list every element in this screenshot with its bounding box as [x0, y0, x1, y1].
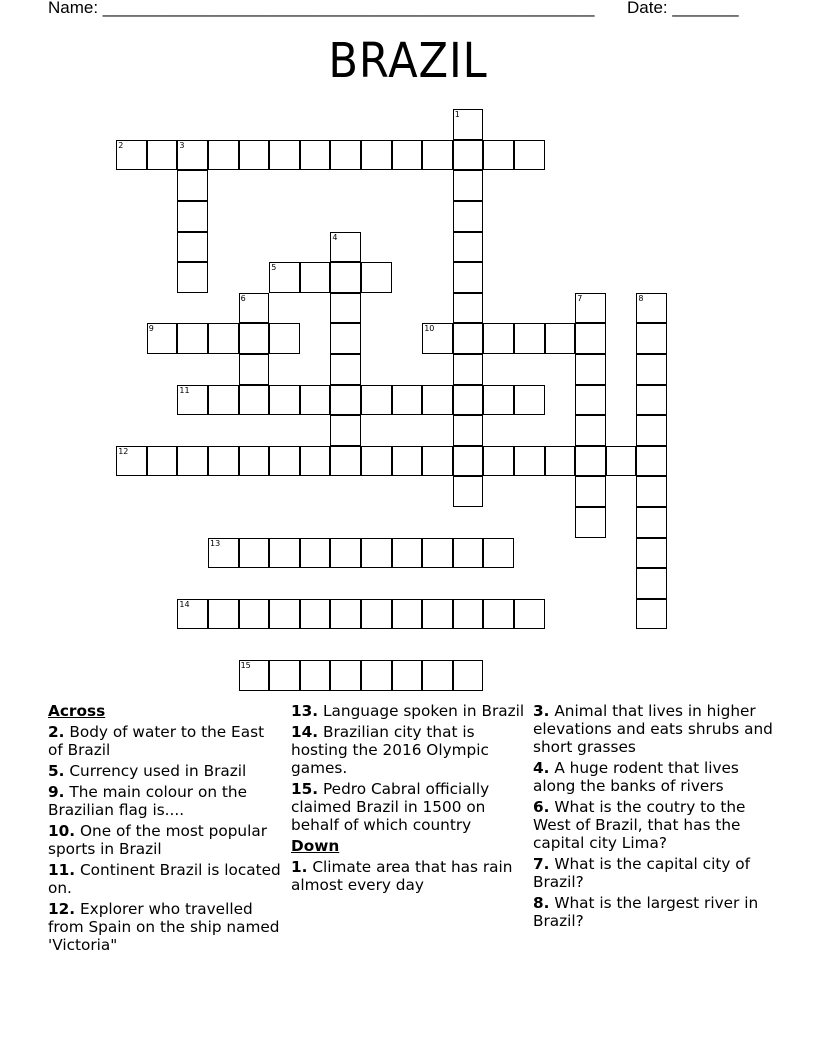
- grid-cell[interactable]: [483, 140, 514, 171]
- cell-number: 3: [179, 140, 185, 150]
- grid-cell[interactable]: [330, 354, 361, 385]
- grid-cell[interactable]: [330, 385, 361, 416]
- grid-cell[interactable]: [116, 140, 147, 171]
- grid-cell[interactable]: [116, 446, 147, 477]
- grid-cell[interactable]: [269, 446, 300, 477]
- grid-cell[interactable]: [239, 140, 270, 171]
- grid-cell[interactable]: [606, 446, 637, 477]
- grid-cell[interactable]: [453, 140, 484, 171]
- grid-cell[interactable]: [453, 293, 484, 324]
- clue-text: Pedro Cabral officially claimed Brazil in 1500 on behalf of which country: [291, 780, 490, 834]
- date-field-label[interactable]: Date: _______: [627, 0, 739, 17]
- cell-number: 9: [148, 324, 154, 334]
- grid-cell[interactable]: [636, 568, 667, 599]
- grid-cell[interactable]: [392, 140, 423, 171]
- clue-across-9: [48, 783, 283, 819]
- cell-number: 2: [118, 140, 124, 150]
- grid-cell[interactable]: [545, 323, 576, 354]
- grid-cell[interactable]: [545, 446, 576, 477]
- cell-number: 15: [240, 661, 251, 670]
- grid-cell[interactable]: [575, 354, 606, 385]
- grid-cell[interactable]: [330, 599, 361, 630]
- clue-down-6: [533, 798, 773, 852]
- grid-cell[interactable]: [636, 323, 667, 354]
- grid-cell[interactable]: [514, 323, 545, 354]
- grid-cell[interactable]: [239, 538, 270, 569]
- clue-across-13: [291, 702, 526, 720]
- grid-cell[interactable]: [269, 538, 300, 569]
- grid-cell[interactable]: [453, 232, 484, 263]
- clues-column-1: [48, 702, 283, 957]
- cell-number: 14: [179, 599, 190, 609]
- clue-number: 14.: [291, 723, 319, 741]
- grid-cell[interactable]: [361, 262, 392, 293]
- clue-number: 7.: [533, 855, 550, 873]
- grid-cell[interactable]: [453, 599, 484, 630]
- clue-number: 4.: [533, 759, 550, 777]
- grid-cell[interactable]: [392, 599, 423, 630]
- crossword-grid: [117, 110, 677, 695]
- clue-text: Currency used in Brazil: [69, 762, 247, 780]
- grid-cell[interactable]: [575, 293, 606, 324]
- grid-cell[interactable]: [208, 446, 239, 477]
- grid-cell[interactable]: [239, 446, 270, 477]
- clue-number: 8.: [533, 894, 550, 912]
- grid-cell[interactable]: [453, 476, 484, 507]
- clue-text: Body of water to the East of Brazil: [48, 723, 265, 759]
- clue-number: 12.: [48, 900, 76, 918]
- grid-cell[interactable]: [239, 293, 270, 324]
- grid-cell[interactable]: [239, 385, 270, 416]
- grid-cell[interactable]: [392, 385, 423, 416]
- clues-column-2: [291, 702, 526, 897]
- grid-cell[interactable]: [422, 323, 453, 354]
- grid-cell[interactable]: [147, 323, 178, 354]
- grid-cell[interactable]: [330, 323, 361, 354]
- grid-cell[interactable]: [208, 385, 239, 416]
- grid-cell[interactable]: [636, 293, 667, 324]
- grid-cell[interactable]: [453, 201, 484, 232]
- grid-cell[interactable]: [330, 538, 361, 569]
- grid-cell[interactable]: [514, 140, 545, 171]
- grid-cell[interactable]: [392, 446, 423, 477]
- grid-cell[interactable]: [177, 385, 208, 416]
- cell-number: 13: [210, 538, 221, 548]
- grid-cell[interactable]: [208, 140, 239, 171]
- clue-number: 1.: [291, 858, 308, 876]
- grid-cell[interactable]: [177, 201, 208, 232]
- grid-cell[interactable]: [483, 538, 514, 569]
- grid-cell[interactable]: [269, 323, 300, 354]
- clue-text: Continent Brazil is located on.: [48, 861, 281, 897]
- name-field-label[interactable]: Name: ____________________________________________________: [48, 0, 595, 17]
- grid-cell[interactable]: [636, 415, 667, 446]
- grid-cell[interactable]: [300, 385, 331, 416]
- grid-cell[interactable]: [453, 262, 484, 293]
- grid-cell[interactable]: [422, 140, 453, 171]
- grid-cell[interactable]: [422, 446, 453, 477]
- grid-cell[interactable]: [636, 538, 667, 569]
- grid-cell[interactable]: [239, 354, 270, 385]
- grid-cell[interactable]: [636, 385, 667, 416]
- grid-cell[interactable]: [330, 415, 361, 446]
- grid-cell[interactable]: [330, 660, 361, 691]
- clue-number: 13.: [291, 702, 319, 720]
- cell-number: 4: [332, 232, 338, 242]
- clue-text: Climate area that has rain almost every day: [291, 858, 513, 894]
- grid-cell[interactable]: [422, 538, 453, 569]
- clue-across-12: [48, 900, 283, 954]
- grid-cell[interactable]: [453, 323, 484, 354]
- grid-cell[interactable]: [636, 446, 667, 477]
- grid-cell[interactable]: [636, 476, 667, 507]
- grid-cell[interactable]: [453, 415, 484, 446]
- grid-cell[interactable]: [483, 385, 514, 416]
- clue-across-2: [48, 723, 283, 759]
- grid-cell[interactable]: [300, 262, 331, 293]
- clue-across-10: [48, 822, 283, 858]
- clue-text: Explorer who travelled from Spain on the ship named 'Victoria": [48, 900, 280, 954]
- grid-cell[interactable]: [483, 323, 514, 354]
- grid-cell[interactable]: [636, 507, 667, 538]
- grid-cell[interactable]: [147, 446, 178, 477]
- clue-down-3: [533, 702, 773, 756]
- grid-cell[interactable]: [575, 385, 606, 416]
- clue-text: What is the largest river in Brazil?: [533, 894, 759, 930]
- grid-cell[interactable]: [361, 385, 392, 416]
- clue-down-8: [533, 894, 773, 930]
- grid-cell[interactable]: [575, 446, 606, 477]
- grid-cell[interactable]: [422, 660, 453, 691]
- grid-cell[interactable]: [575, 323, 606, 354]
- grid-cell[interactable]: [177, 140, 208, 171]
- cell-number: 5: [271, 263, 277, 273]
- grid-cell[interactable]: [269, 599, 300, 630]
- clue-number: 3.: [533, 702, 550, 720]
- grid-cell[interactable]: [361, 538, 392, 569]
- grid-cell[interactable]: [453, 446, 484, 477]
- clue-text: What is the capital city of Brazil?: [533, 855, 750, 891]
- grid-cell[interactable]: [453, 354, 484, 385]
- grid-cell[interactable]: [392, 660, 423, 691]
- grid-cell[interactable]: [330, 140, 361, 171]
- cell-number: 6: [240, 293, 246, 303]
- clue-across-5: [48, 762, 283, 780]
- grid-cell[interactable]: [269, 262, 300, 293]
- clue-text: Animal that lives in higher elevations and eats shrubs and short grasses: [533, 702, 773, 756]
- clue-number: 6.: [533, 798, 550, 816]
- grid-cell[interactable]: [636, 599, 667, 630]
- grid-cell[interactable]: [514, 385, 545, 416]
- grid-cell[interactable]: [300, 660, 331, 691]
- grid-cell[interactable]: [208, 538, 239, 569]
- grid-cell[interactable]: [177, 170, 208, 201]
- grid-cell[interactable]: [269, 660, 300, 691]
- grid-cell[interactable]: [177, 232, 208, 263]
- grid-cell[interactable]: [330, 293, 361, 324]
- down-heading: Down: [291, 837, 340, 855]
- cell-number: 8: [638, 293, 644, 303]
- grid-cell[interactable]: [239, 599, 270, 630]
- grid-cell[interactable]: [177, 446, 208, 477]
- grid-cell[interactable]: [453, 660, 484, 691]
- clue-number: 2.: [48, 723, 65, 741]
- clue-text: Language spoken in Brazil: [322, 702, 525, 720]
- grid-cell[interactable]: [575, 507, 606, 538]
- grid-cell[interactable]: [147, 140, 178, 171]
- grid-cell[interactable]: [422, 385, 453, 416]
- grid-cell[interactable]: [177, 262, 208, 293]
- clue-text: The main colour on the Brazilian flag is....: [48, 783, 247, 819]
- clue-across-11: [48, 861, 283, 897]
- grid-cell[interactable]: [208, 599, 239, 630]
- grid-cell[interactable]: [177, 599, 208, 630]
- grid-cell[interactable]: [269, 385, 300, 416]
- grid-cell[interactable]: [453, 170, 484, 201]
- grid-cell[interactable]: [422, 599, 453, 630]
- grid-cell[interactable]: [483, 446, 514, 477]
- clue-text: What is the coutry to the West of Brazil, that has the capital city Lima?: [533, 798, 746, 852]
- grid-cell[interactable]: [514, 599, 545, 630]
- grid-cell[interactable]: [575, 415, 606, 446]
- grid-cell[interactable]: [636, 354, 667, 385]
- grid-cell[interactable]: [453, 538, 484, 569]
- clue-text: One of the most popular sports in Brazil: [48, 822, 268, 858]
- grid-cell[interactable]: [453, 109, 484, 140]
- clue-number: 9.: [48, 783, 65, 801]
- grid-cell[interactable]: [575, 476, 606, 507]
- clue-across-14: [291, 723, 526, 777]
- cell-number: 1: [454, 110, 460, 120]
- clue-number: 5.: [48, 762, 65, 780]
- clue-down-1: [291, 858, 526, 894]
- grid-cell[interactable]: [483, 599, 514, 630]
- grid-cell[interactable]: [269, 140, 300, 171]
- grid-cell[interactable]: [300, 140, 331, 171]
- grid-cell[interactable]: [239, 323, 270, 354]
- cell-number: 7: [577, 293, 583, 303]
- clue-text: Brazilian city that is hosting the 2016 Olympic games.: [291, 723, 489, 777]
- puzzle-title: BRAZIL: [328, 33, 488, 89]
- grid-cell[interactable]: [300, 538, 331, 569]
- clue-down-7: [533, 855, 773, 891]
- clues-column-3: [533, 702, 773, 933]
- cell-number: 10: [424, 324, 435, 334]
- grid-cell[interactable]: [330, 232, 361, 263]
- clue-number: 10.: [48, 822, 76, 840]
- across-heading: Across: [48, 702, 106, 720]
- grid-cell[interactable]: [300, 446, 331, 477]
- grid-cell[interactable]: [330, 446, 361, 477]
- grid-cell[interactable]: [177, 323, 208, 354]
- clue-number: 11.: [48, 861, 76, 879]
- grid-cell[interactable]: [361, 660, 392, 691]
- grid-cell[interactable]: [361, 140, 392, 171]
- grid-cell[interactable]: [239, 660, 270, 691]
- cell-number: 11: [179, 385, 190, 395]
- grid-cell[interactable]: [361, 599, 392, 630]
- clue-number: 15.: [291, 780, 319, 798]
- grid-cell[interactable]: [453, 385, 484, 416]
- grid-cell[interactable]: [361, 446, 392, 477]
- clue-down-4: [533, 759, 773, 795]
- grid-cell[interactable]: [514, 446, 545, 477]
- grid-cell[interactable]: [300, 599, 331, 630]
- clue-text: A huge rodent that lives along the banks of rivers: [533, 759, 739, 795]
- grid-cell[interactable]: [330, 262, 361, 293]
- cell-number: 12: [118, 446, 129, 456]
- grid-cell[interactable]: [208, 323, 239, 354]
- clue-across-15: [291, 780, 526, 834]
- grid-cell[interactable]: [392, 538, 423, 569]
